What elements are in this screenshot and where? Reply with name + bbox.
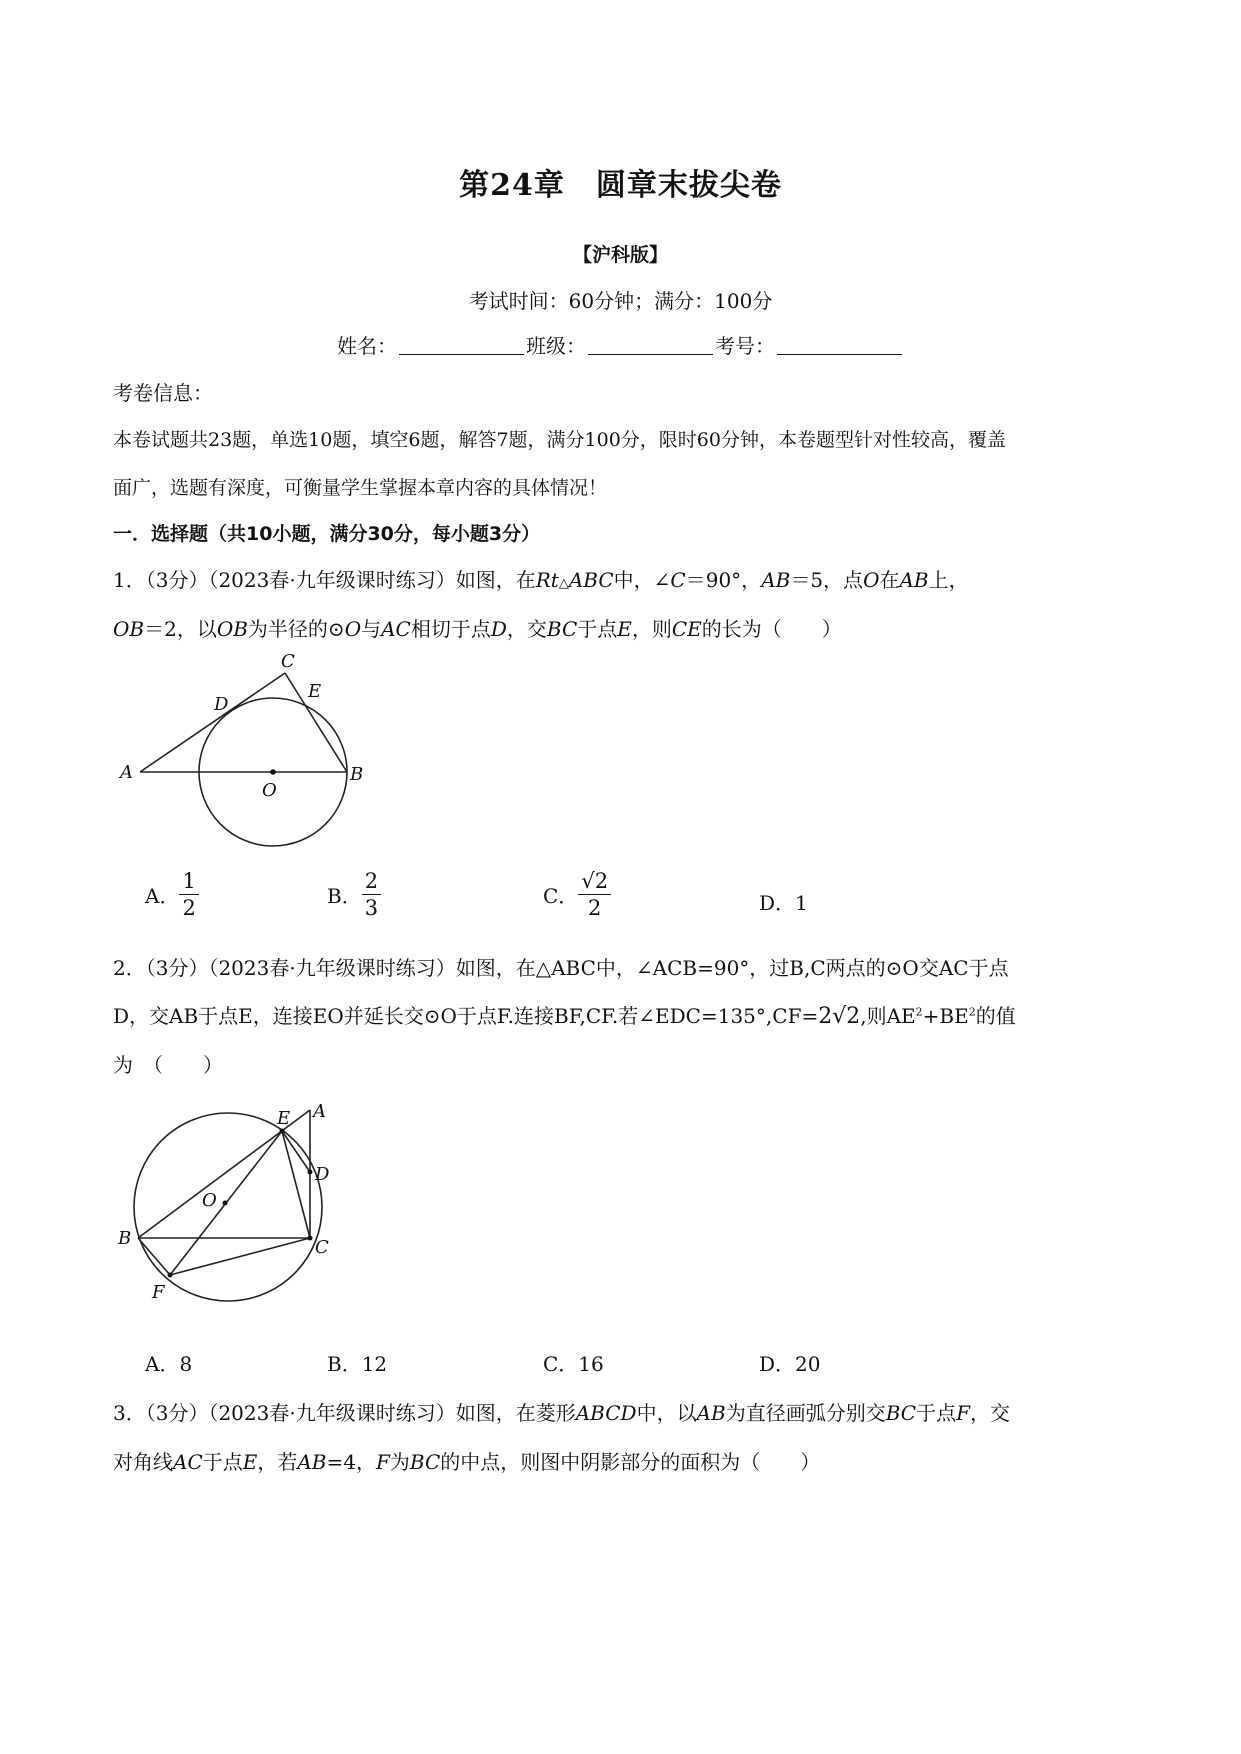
triangle-symbol: △: [558, 576, 569, 591]
q1-var: BC: [546, 617, 578, 641]
q3-text: 对角线: [113, 1450, 173, 1474]
q1-line-2: [113, 613, 842, 642]
fraction: [362, 868, 381, 921]
superscript: 2: [915, 1005, 923, 1019]
q3-var: F: [956, 1401, 970, 1425]
denominator: 3: [364, 896, 379, 920]
q1-rt: Rt: [535, 568, 559, 592]
q2-label-d: D: [315, 1164, 330, 1185]
q1-option-b[interactable]: [327, 868, 381, 921]
q2-segment-ab: [138, 1110, 310, 1238]
option-label: A．: [145, 884, 180, 908]
q2-label-f: F: [152, 1282, 165, 1303]
q2-point-e: [280, 1129, 285, 1134]
q1-var: OB: [216, 617, 248, 641]
q1-text: 上，: [928, 568, 969, 592]
q3-text: =4，: [326, 1450, 376, 1474]
q2-label-c: C: [315, 1237, 329, 1258]
q3-var: BC: [885, 1401, 917, 1425]
q3-text: 于点: [916, 1401, 957, 1425]
q1-text: ＝90°，: [685, 568, 762, 592]
q1-text: 中，: [613, 568, 654, 592]
q3-text: 3．（3分）（2023春·九年级课时练习）如图，在菱形: [113, 1401, 576, 1425]
q1-label-d: D: [214, 694, 229, 715]
fraction: [179, 868, 198, 921]
option-label: B．: [327, 884, 362, 908]
q1-var: C: [670, 568, 686, 592]
q1-var: AB: [899, 568, 929, 592]
q3-text: 于点: [202, 1450, 243, 1474]
page-title: 第24章 圆章末拔尖卷: [459, 168, 782, 203]
q1-text: 与: [361, 617, 382, 641]
q2-segment-bf: [138, 1238, 170, 1275]
info-line-1: 本卷试题共23题，单选10题，填空6题，解答7题，满分100分，限时60分钟，本卷题型针对性较高，覆盖: [113, 429, 1006, 451]
q1-center-dot: [270, 769, 276, 775]
q1-var: E: [617, 617, 632, 641]
edition-label: 【沪科版】: [572, 244, 668, 266]
q1-var: AC: [381, 617, 411, 641]
q2-coefficient: 2: [818, 1004, 833, 1029]
q2-segment-ec: [282, 1131, 310, 1238]
q3-var: AB: [696, 1401, 726, 1425]
q1-text: ＝5，点: [790, 568, 864, 592]
q1-abc: ABC: [568, 568, 614, 592]
q2-label-o: O: [202, 1190, 217, 1211]
q1-label-c: C: [281, 651, 295, 672]
student-fields: [0, 330, 1241, 359]
option-label: D．: [759, 891, 796, 915]
q2-sqrt: √2: [832, 1004, 861, 1029]
q3-var: BC: [409, 1450, 441, 1474]
q2-point-d: [308, 1170, 313, 1175]
q3-text: ，若: [257, 1450, 298, 1474]
q1-text: 的长为（ ）: [701, 617, 842, 641]
q2-point-c: [308, 1236, 313, 1241]
q3-text: 为: [389, 1450, 410, 1474]
circle-symbol: ⊙: [327, 617, 345, 641]
q1-label-a: A: [120, 762, 133, 783]
q2-segment-ed: [282, 1131, 310, 1172]
q2-label-e: E: [277, 1108, 291, 1129]
q3-var: AC: [173, 1450, 203, 1474]
info-line-2: 面广，选题有深度，可衡量学生掌握本章内容的具体情况！: [113, 477, 608, 499]
q1-text: ＝2，以: [144, 617, 217, 641]
numerator: 1: [179, 868, 198, 895]
q3-var: AB: [297, 1450, 327, 1474]
q2-point-f: [168, 1273, 173, 1278]
angle-symbol: ∠: [653, 568, 671, 592]
section-heading: 一．选择题（共10小题，满分30分，每小题3分）: [113, 523, 541, 545]
q3-text: 为直径画弧分别交: [725, 1401, 886, 1425]
q2-option-b[interactable]: B．12: [327, 1352, 388, 1376]
q2-line-2: [113, 1000, 1016, 1029]
q3-text: ，交: [969, 1401, 1010, 1425]
q2-circle: [134, 1113, 322, 1301]
q1-var: O: [863, 568, 880, 592]
q3-var: E: [242, 1450, 258, 1474]
q1-text: 1．（3分）（2023春·九年级课时练习）如图，在: [113, 568, 536, 592]
name-blank[interactable]: [399, 336, 524, 355]
option-label: C．: [543, 884, 579, 908]
q2-text: +BE: [922, 1004, 969, 1028]
q1-var: CE: [671, 617, 702, 641]
q2-text: D，交AB于点E，连接EO并延长交⊙O于点F.连接BF,CF.若∠EDC=135°,CF=: [113, 1004, 819, 1028]
fraction: [578, 868, 611, 921]
q2-option-a[interactable]: A．8: [145, 1352, 193, 1376]
q1-text: ，则: [631, 617, 672, 641]
q1-var: AB: [761, 568, 791, 592]
q2-label-a: A: [313, 1101, 326, 1122]
denominator: 2: [182, 896, 196, 920]
q2-segment-cf: [170, 1238, 310, 1275]
q1-text: 在: [879, 568, 900, 592]
q2-text: 的值: [975, 1004, 1016, 1028]
q1-text: 为半径的: [247, 617, 328, 641]
info-label: 考卷信息：: [113, 381, 213, 405]
q2-line-1: 2．（3分）（2023春·九年级课时练习）如图，在△ABC中，∠ACB=90°，过B,C两点的⊙O交AC于点: [113, 956, 1009, 980]
q2-figure: [110, 1090, 350, 1310]
q1-segment-ac: [140, 673, 285, 772]
q1-label-e: E: [308, 681, 322, 702]
q3-text: 中，以: [636, 1401, 697, 1425]
q2-text: ,则AE: [860, 1004, 916, 1028]
numerator: 2: [362, 868, 381, 895]
name-label: 姓名：: [337, 334, 397, 358]
q1-figure: [110, 650, 380, 865]
q1-var: OB: [113, 617, 145, 641]
class-blank[interactable]: [588, 336, 713, 355]
q3-line-2: [113, 1446, 820, 1475]
q1-var: D: [490, 617, 507, 641]
option-value: 1: [795, 891, 808, 915]
q3-var: F: [375, 1450, 390, 1474]
q1-label-o: O: [262, 780, 277, 801]
superscript: 2: [968, 1005, 976, 1019]
q1-text: ，交: [506, 617, 547, 641]
denominator: 2: [588, 896, 602, 920]
q3-line-1: [113, 1397, 1010, 1426]
q1-text: 相切于点: [410, 617, 491, 641]
q1-option-c[interactable]: [543, 868, 611, 921]
class-label: 班级：: [526, 334, 586, 358]
q1-text: 于点: [577, 617, 618, 641]
q3-text: 的中点，则图中阴影部分的面积为（ ）: [440, 1450, 821, 1474]
number-blank[interactable]: [777, 336, 902, 355]
q1-line-1: [113, 564, 969, 593]
q1-option-a[interactable]: [145, 868, 199, 921]
q3-var: ABCD: [575, 1401, 637, 1425]
q2-option-d[interactable]: D．20: [759, 1352, 821, 1376]
q1-var: O: [344, 617, 362, 641]
q1-label-b: B: [350, 764, 364, 785]
q1-option-d[interactable]: [759, 887, 808, 916]
number-label: 考号：: [715, 334, 775, 358]
q2-label-b: B: [118, 1228, 132, 1249]
q2-center-dot: [223, 1201, 228, 1206]
numerator: √2: [578, 868, 611, 895]
q2-line-3: 为 （ ）: [113, 1053, 223, 1077]
q2-option-c[interactable]: C．16: [543, 1352, 604, 1376]
exam-time: 考试时间：60分钟；满分：100分: [468, 289, 773, 313]
